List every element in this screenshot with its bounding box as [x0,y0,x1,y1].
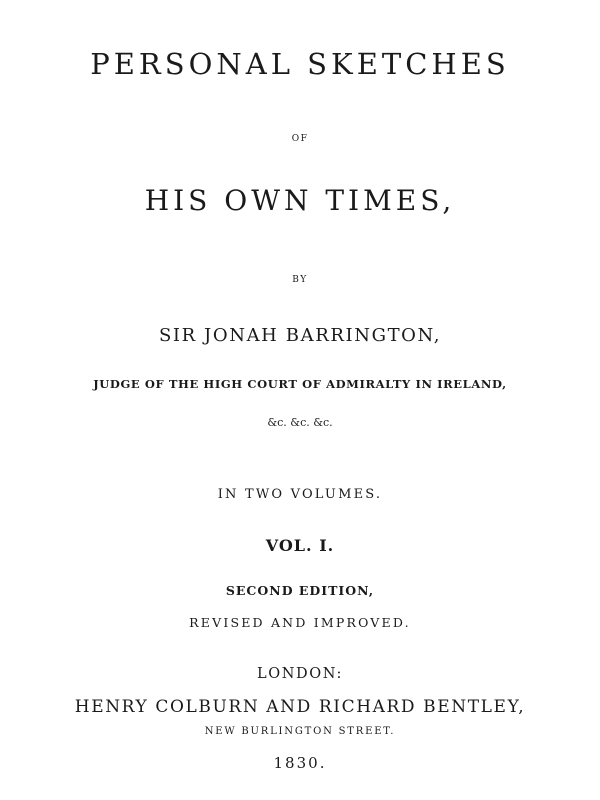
publisher-address: NEW BURLINGTON STREET. [204,726,396,737]
book-subtitle: HIS OWN TIMES, [144,184,456,217]
publication-city: LONDON: [257,666,343,682]
connector-of: OF [291,134,309,144]
edition: SECOND EDITION, [225,583,375,598]
publisher: HENRY COLBURN AND RICHARD BENTLEY, [74,697,526,717]
book-title: PERSONAL SKETCHES [90,47,510,81]
etcetera: &c. &c. &c. [267,416,333,429]
connector-by: BY [292,275,308,285]
author-office: JUDGE OF THE HIGH COURT OF ADMIRALTY IN IRELAND, [93,377,507,391]
volume-count: IN TWO VOLUMES. [217,487,383,502]
volume-number: VOL. I. [265,536,335,555]
author-name: SIR JONAH BARRINGTON, [158,325,442,346]
revision-note: REVISED AND IMPROVED. [189,615,411,630]
publication-year: 1830. [273,754,327,772]
